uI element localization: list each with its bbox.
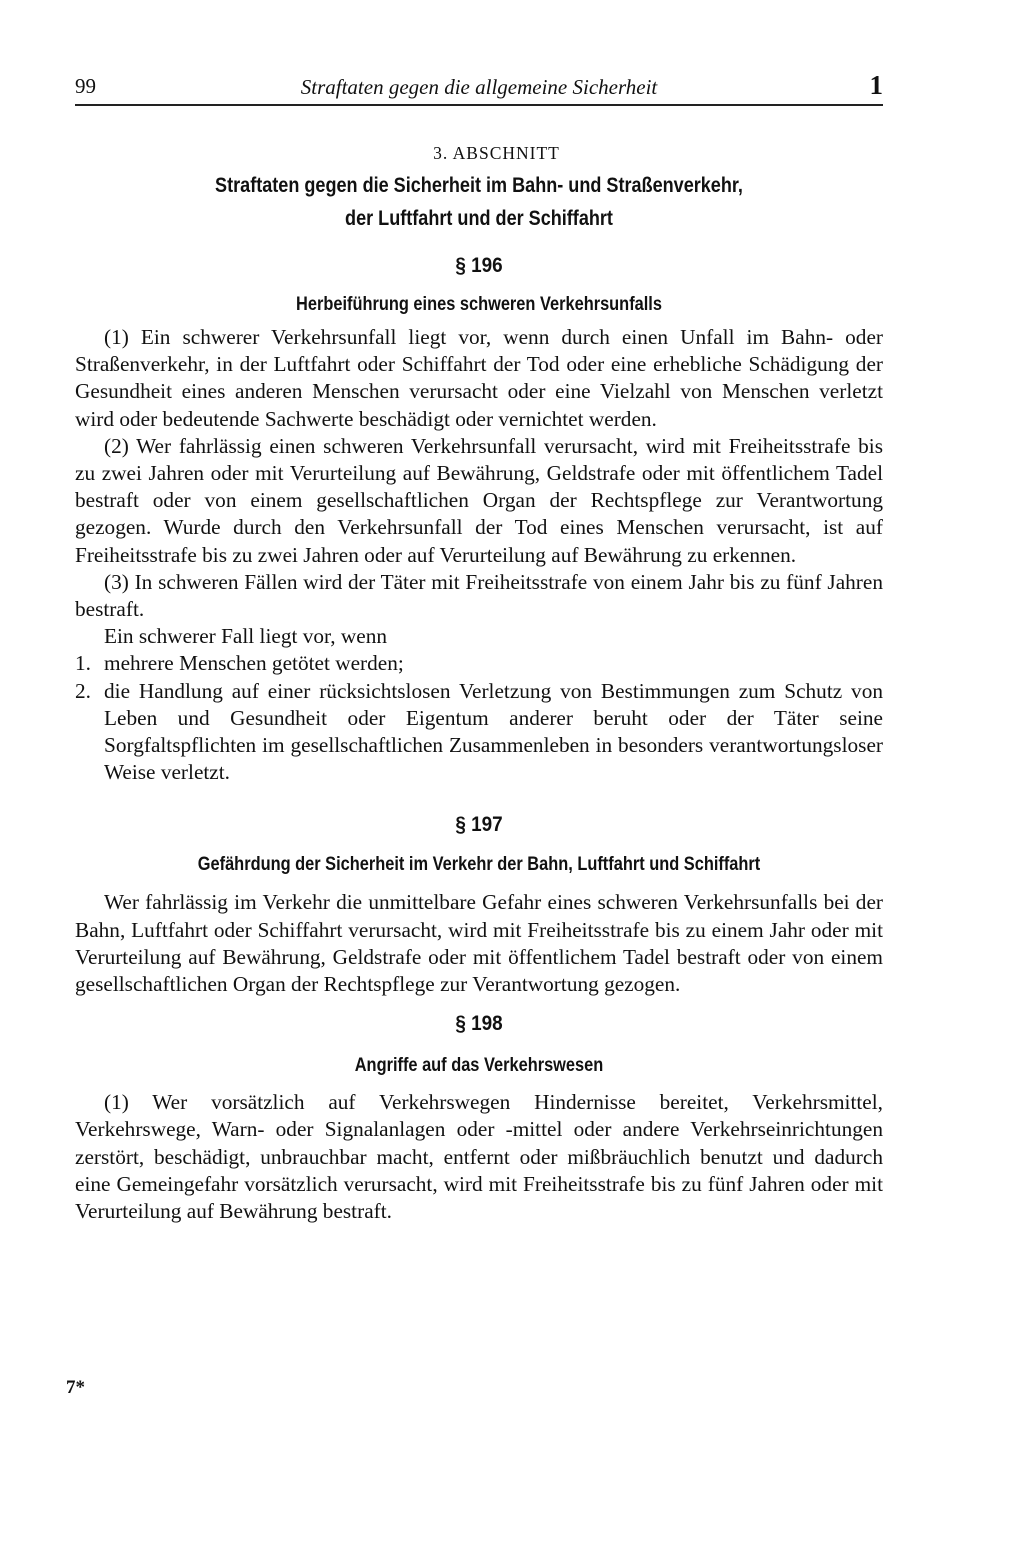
list-item-number: 2. xyxy=(75,678,91,703)
paragraph-196-abs-1: (1) Ein schwerer Verkehrsunfall liegt vor, wenn durch einen Unfall im Bahn- oder Straßenverkehr, in der Luftfahrt oder Schiffahrt der Tod oder eine erhebliche Schädigung der Gesundheit eines anderen Menschen verursacht oder eine Vielzahl von Menschen verletzt wird oder bedeutende Sachwerte beschädigt oder vernichtet werden. xyxy=(75,325,883,431)
section-title-line-2: der Luftfahrt und der Schiffahrt xyxy=(345,207,613,230)
signature-mark: 7* xyxy=(66,1377,85,1398)
paragraph-197-text: Wer fahrlässig im Verkehr die unmittelbare Gefahr eines schweren Verkehrsunfalls bei der Bahn, Luftfahrt oder Schiffahrt verursacht, wird mit Freiheitsstrafe bis zu einem Jahr oder mit Verurteilung auf Bewährung, Geldstrafe oder mit öffentlichem Tadel bestraft oder von einem gesellschaftlichen Organ der Rechtspflege zur Verantwortung gezogen. xyxy=(75,890,883,997)
page-header xyxy=(75,72,883,106)
paragraph-198-abs-1: (1) Wer vorsätzlich auf Verkehrswegen Hindernisse bereitet, Verkehrsmittel, Verkehrswege, Warn- oder Signalanlagen oder -mittel oder andere Verkehrseinrichtungen zerstört, beschädigt, unbrauchbar macht, entfernt oder mißbräuchlich benutzt und dadurch eine Gemeingefahr vorsätzlich verursacht, wird mit Freiheitsstrafe bis zu fünf Jahren oder mit Verurteilung auf Bewährung bestraft. xyxy=(75,1090,883,1224)
section-title-line-1: Straftaten gegen die Sicherheit im Bahn- und Straßenverkehr, xyxy=(215,174,743,197)
page-number: 99 xyxy=(75,74,96,98)
paragraph-196-abs-2: (2) Wer fahrlässig einen schweren Verkehrsunfall verursacht, wird mit Freiheitsstrafe bis zu zwei Jahren oder mit Verurteilung auf Bewährung, Geldstrafe oder mit öffentlichem Tadel bestraft oder von einem gesellschaftlichen Organ der Rechtspflege zur Verantwortung gezogen. Wurde durch den Verkehrsunfall der Tod eines Menschen verursacht, ist auf Freiheitsstrafe bis zu zwei Jahren oder auf Verurteilung auf Bewährung zu erkennen. xyxy=(75,433,883,567)
paragraph-196-abs-3-lead: Ein schwerer Fall liegt vor, wenn xyxy=(104,624,388,649)
section-label: 3. ABSCHNITT xyxy=(433,143,560,163)
list-item-text: mehrere Menschen getötet werden; xyxy=(104,651,404,676)
paragraph-197-title: Gefährdung der Sicherheit im Verkehr der Bahn, Luftfahrt und Schiffahrt xyxy=(197,853,761,876)
running-title: Straftaten gegen die allgemeine Sicherheit xyxy=(300,75,658,99)
paragraph-198-number: § 198 xyxy=(455,1012,503,1036)
paragraph-198-title: Angriffe auf das Verkehrswesen xyxy=(354,1054,604,1077)
paragraph-196-number: § 196 xyxy=(455,254,503,277)
paragraph-196-title: Herbeiführung eines schweren Verkehrsunfalls xyxy=(296,293,662,315)
list-item-text: die Handlung auf einer rücksichtslosen Verletzung von Bestimmungen zum Schutz von Leben und Gesundheit oder Eigentum anderer beruht oder der Täter seine Sorgfaltspflichten im gesellschaftlichen Zusammenleben in besonders verantwortungsloser Weise verletzt. xyxy=(104,678,883,785)
list-item-number: 1. xyxy=(75,651,91,676)
paragraph-196-abs-3: (3) In schweren Fällen wird der Täter mit Freiheitsstrafe von einem Jahr bis zu fünf Jahren bestraft. xyxy=(75,569,883,622)
list-item xyxy=(75,650,883,677)
header-rule xyxy=(75,104,883,106)
chapter-number: 1 xyxy=(869,70,883,100)
list-item xyxy=(75,678,883,787)
paragraph-197-number: § 197 xyxy=(455,813,503,837)
page-body xyxy=(75,141,883,1225)
